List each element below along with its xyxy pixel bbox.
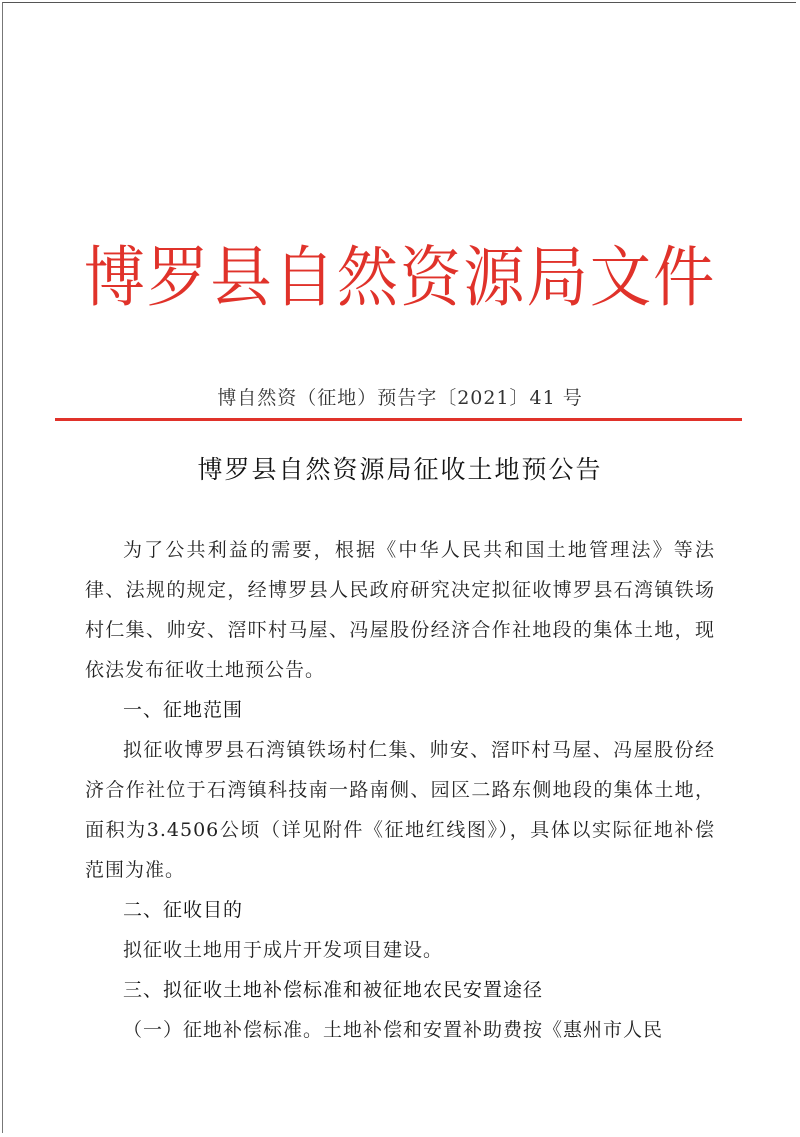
section-text-compensation: （一）征地补偿标准。土地补偿和安置补助费按《惠州市人民 xyxy=(123,1019,664,1041)
document-number: 博自然资（征地）预告字〔2021〕41 号 xyxy=(217,387,583,409)
agency-header-title: 博罗县自然资源局文件 xyxy=(83,239,717,316)
section-heading-purpose: 二、征收目的 xyxy=(123,899,244,921)
section-text-scope: 拟征收博罗县石湾镇铁场村仁集、帅安、滘吓村马屋、冯屋股份经济合作社位于石湾镇科技南一路南侧、园区二路东侧地段的集体土地，面积为3.4506公顷（详见附件《征地红线图》），具体以实际征地补偿范围为准。 xyxy=(85,739,715,881)
notice-title: 博罗县自然资源局征收土地预公告 xyxy=(197,455,603,484)
notice-body xyxy=(85,530,715,1050)
section-heading-compensation: 三、拟征收土地补偿标准和被征地农民安置途径 xyxy=(123,979,544,1001)
section-text-purpose: 拟征收土地用于成片开发项目建设。 xyxy=(123,939,444,961)
section-heading-scope: 一、征地范围 xyxy=(123,699,244,721)
header-divider xyxy=(55,418,742,421)
intro-paragraph: 为了公共利益的需要，根据《中华人民共和国土地管理法》等法律、法规的规定，经博罗县人民政府研究决定拟征收博罗县石湾镇铁场村仁集、帅安、滘吓村马屋、冯屋股份经济合作社地段的集体土地，现依法发布征收土地预公告。 xyxy=(85,539,715,681)
